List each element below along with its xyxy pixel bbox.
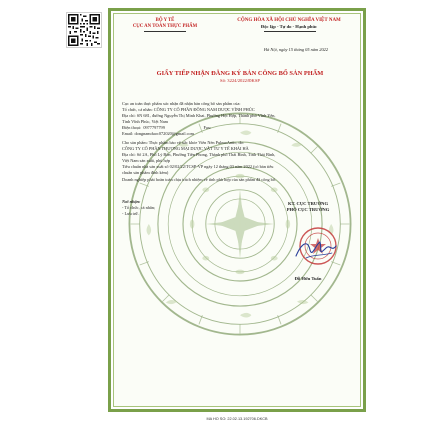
recipient-item: - Lưu trữ.	[122, 211, 139, 216]
responsibility-statement: Doanh nghiệp phải hoàn toàn chịu trách nhiệm về tính phù hợp của sản phẩm đã công bố.	[122, 177, 277, 182]
producer-address-line-2: Việt Nam sản xuất, phù hợp	[122, 158, 171, 163]
issue-date: Hà Nội, ngày 15 tháng 05 năm 2022	[263, 47, 329, 52]
certificate-body	[113, 13, 361, 407]
signatory-name: Đỗ Hữu Tuấn	[294, 276, 322, 281]
producer-address-line-1: Địa chỉ: Số 2A, Phố Lý Bôn, Phường Tiền Phong, Thành phố Thái Bình, Tỉnh Thái Bình,	[122, 152, 276, 157]
organization-line: Tổ chức, cá nhân: CÔNG TY CỔ PHẦN ĐÔNG NAM DƯỢC VĨNH PHÚC	[122, 107, 255, 112]
product-line: Cho sản phẩm: Thực phẩm bảo vệ sức khỏe Viên Nén PulmoAntic, do:	[122, 140, 245, 145]
address-line-1: Địa chỉ: SN 681, đường Nguyễn Thị Minh Khai, Phường Hội Hợp, Thành phố Vĩnh Yên,	[122, 113, 276, 118]
certificate-frame	[108, 8, 366, 412]
republic-heading: CỘNG HÒA XÃ HỘI CHỦ NGHĨA VIỆT NAM	[237, 18, 341, 23]
producer-line: CÔNG TY CỔ PHẦN THƯƠNG MẠI DƯỢC VẬT TƯ Y TẾ KHẢI HÀ	[122, 146, 249, 151]
signatory-position: PHÓ CỤC TRƯỞNG	[286, 207, 330, 212]
qr-code	[66, 12, 102, 48]
recipients-heading: Nơi nhận:	[122, 199, 141, 204]
signatory-on-behalf: KT. CỤC TRƯỞNG	[287, 201, 329, 206]
dossier-code: MA HO SO: 22.02.13.192706.DKCB	[206, 417, 268, 421]
agency-underline	[144, 31, 186, 32]
standard-line-1: Tiêu chuẩn nhà sản xuất số 02/02/22/TCSP-VP ngày 12 tháng 03 năm 2022 (có bản tiêu	[122, 164, 274, 169]
motto-underline	[264, 31, 316, 32]
agency-name: CỤC AN TOÀN THỰC PHẨM	[132, 24, 198, 29]
document-title: GIẤY TIẾP NHẬN ĐĂNG KÝ BẢN CÔNG BỐ SẢN PHẨM	[156, 70, 324, 77]
ministry-name: BỘ Y TẾ	[155, 18, 175, 23]
signature	[292, 236, 340, 264]
national-motto: Độc lập - Tự do - Hạnh phúc	[260, 24, 318, 29]
email-line: Email: dongnamduoc072020@gmail.com	[122, 131, 194, 136]
intro-text: Cục an toàn thực phẩm xác nhận đã nhận bản công bố sản phẩm của:	[122, 101, 241, 106]
recipient-item: - Tổ chức, cá nhân;	[122, 205, 156, 210]
standard-line-2: chuẩn sản phẩm đính kèm)	[122, 170, 169, 175]
phone-fax-line: Điện thoại: 0977797799 Fax:	[122, 125, 212, 130]
address-line-2: Tỉnh Vĩnh Phúc, Việt Nam	[122, 119, 169, 124]
document-number: Số: 3224/2022/ĐKSP	[220, 78, 260, 83]
